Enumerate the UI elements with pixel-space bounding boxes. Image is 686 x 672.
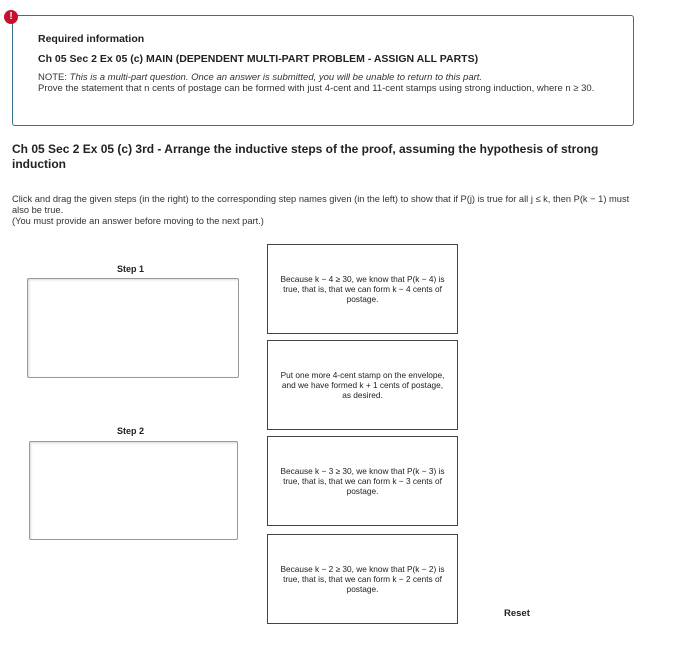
draggable-step-card[interactable] <box>267 436 458 526</box>
note-italic-text: This is a multi-part question. Once an answer is submitted, you will be unable to return to this part. <box>69 72 483 83</box>
step-1-drop-zone[interactable] <box>27 278 239 378</box>
draggable-step-card[interactable] <box>267 340 458 430</box>
alert-icon: ! <box>4 10 18 24</box>
part-title: Ch 05 Sec 2 Ex 05 (c) 3rd - Arrange the inductive steps of the proof, assuming the hypothesis of strong induction <box>12 142 599 171</box>
problem-note <box>38 72 608 94</box>
required-information-label: Required information <box>38 33 145 45</box>
draggable-step-card[interactable] <box>267 244 458 334</box>
note-lead: NOTE: <box>38 72 70 83</box>
draggable-step-card[interactable] <box>267 534 458 624</box>
problem-main-title: Ch 05 Sec 2 Ex 05 (c) MAIN (DEPENDENT MULTI-PART PROBLEM - ASSIGN ALL PARTS) <box>38 53 479 65</box>
card-text: Because k − 2 ≥ 30, we know that P(k − 2) is true, that is, that we can form k − 2 cents of postage. <box>280 564 445 594</box>
card-text: Because k − 4 ≥ 30, we know that P(k − 4) is true, that is, that we can form k − 4 cents of postage. <box>280 274 445 304</box>
card-text: Put one more 4-cent stamp on the envelope, and we have formed k + 1 cents of postage, as desired. <box>280 370 445 400</box>
problem-prompt: Prove the statement that n cents of postage can be formed with just 4-cent and 11-cent stamps using strong induction, where n ≥ 30. <box>38 83 595 94</box>
step-2-drop-zone[interactable] <box>29 441 238 540</box>
required-information-box <box>12 15 634 126</box>
instructions-main: Click and drag the given steps (in the right) to the corresponding step names given (in the left) to show that if P(j) is true for all j ≤ k, then P(k − 1) must also be true. <box>12 194 630 215</box>
instructions-note: (You must provide an answer before moving to the next part.) <box>12 216 264 226</box>
step-2-label: Step 2 <box>117 426 145 436</box>
instructions <box>12 194 632 227</box>
reset-button[interactable]: Reset <box>504 608 530 619</box>
step-1-label: Step 1 <box>117 264 145 274</box>
card-text: Because k − 3 ≥ 30, we know that P(k − 3) is true, that is, that we can form k − 3 cents of postage. <box>280 466 445 496</box>
